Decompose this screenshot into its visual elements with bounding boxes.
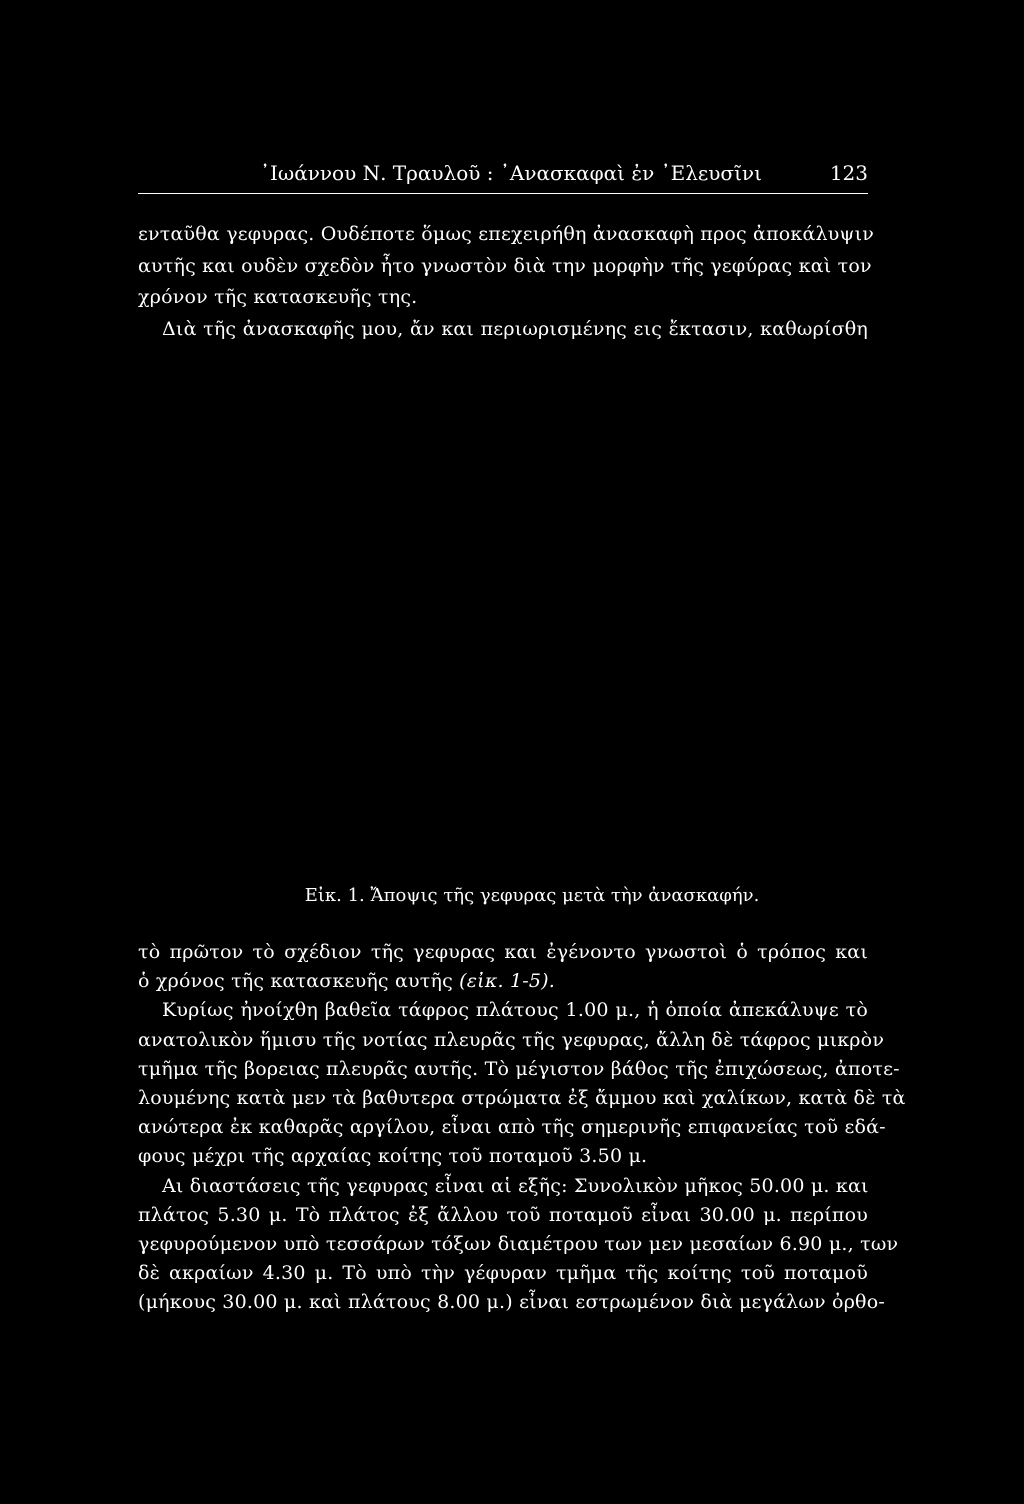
text-line: ανατολικὸν ἥμισυ τῆς νοτίας πλευρᾶς τῆς γεφυρας, ἄλλη δὲ τάφρος μικρὸν xyxy=(138,1028,885,1051)
figure-reference: (εἰκ. 1-5). xyxy=(459,970,556,993)
text-line: φους μέχρι τῆς αρχαίας κοίτης τοῦ ποταμοῦ 3.50 μ. xyxy=(138,1145,648,1168)
header-rule xyxy=(138,193,868,194)
top-paragraph xyxy=(138,219,874,345)
text-line: τμῆμα τῆς βορειας πλευρᾶς αυτῆς. Τὸ μέγιστον βάθος τῆς ἐπιχώσεως, ἀποτε- xyxy=(138,1057,900,1080)
text-line: αυτῆς και ουδὲν σχεδὸν ἦτο γνωστὸν διὰ την μορφὴν τῆς γεφύρας καὶ τον xyxy=(138,254,872,277)
text-line: ενταῦθα γεφυρας. Ουδέποτε ὅμως επεχειρήθη ἀνασκαφὴ προς ἀποκάλυψιν xyxy=(138,223,874,245)
text-line: δὲ ακραίων 4.30 μ. Τὸ υπὸ τὴν γέφυραν τμῆμα τῆς κοίτης τοῦ ποταμοῦ xyxy=(138,1262,868,1285)
text-line: Αι διαστάσεις τῆς γεφυρας εἶναι αἱ εξῆς: Συνολικὸν μῆκος 50.00 μ. και xyxy=(162,1174,869,1197)
running-head-title: ᾿Ιωάννου Ν. Τραυλοῦ : ᾿Ανασκαφαὶ ἐν ᾿Ελευσῖνι xyxy=(260,161,762,185)
running-head xyxy=(138,158,868,188)
text-line: τὸ πρῶτον τὸ σχέδιον τῆς γεφυρας και ἐγένοντο γνωστοὶ ὁ τρόπος και xyxy=(138,941,868,963)
figure-caption: Εἰκ. 1. Ἄποψις τῆς γεφυρας μετὰ τὴν ἀνασκαφήν. xyxy=(304,885,760,906)
bottom-paragraph xyxy=(138,938,906,1318)
text-line: Διὰ τῆς ἀνασκαφῆς μου, ἄν και περιωρισμένης εις ἔκτασιν, καθωρίσθη xyxy=(162,317,868,340)
text-line: Κυρίως ἠνοίχθη βαθεῖα τάφρος πλάτους 1.00 μ., ἡ ὁποία ἀπεκάλυψε τὸ xyxy=(162,999,868,1022)
figure-photo xyxy=(138,362,868,862)
text-line: λουμένης κατὰ μεν τὰ βαθυτερα στρώματα ἐξ ἄμμου καὶ χαλίκων, κατὰ δὲ τὰ xyxy=(138,1087,906,1110)
text-line: ανώτερα ἐκ καθαρᾶς αργίλου, εἶναι απὸ τῆς σημερινῆς επιφανείας τοῦ εδά- xyxy=(138,1116,886,1139)
text-line xyxy=(138,967,868,996)
text-line: χρόνον τῆς κατασκευῆς της. xyxy=(138,286,418,308)
text-line-part: ὁ χρόνος τῆς κατασκευῆς αυτῆς xyxy=(138,970,453,993)
text-line: πλάτος 5.30 μ. Τὸ πλάτος ἐξ ἄλλου τοῦ ποταμοῦ εἶναι 30.00 μ. περίπου xyxy=(138,1203,868,1226)
text-line: γεφυρούμενον υπὸ τεσσάρων τόξων διαμέτρου των μεν μεσαίων 6.90 μ., των xyxy=(138,1233,899,1256)
page-number: 123 xyxy=(829,161,868,185)
text-line: (μήκους 30.00 μ. καὶ πλάτους 8.00 μ.) εἶναι εστρωμένον διὰ μεγάλων ὀρθο- xyxy=(138,1291,885,1314)
